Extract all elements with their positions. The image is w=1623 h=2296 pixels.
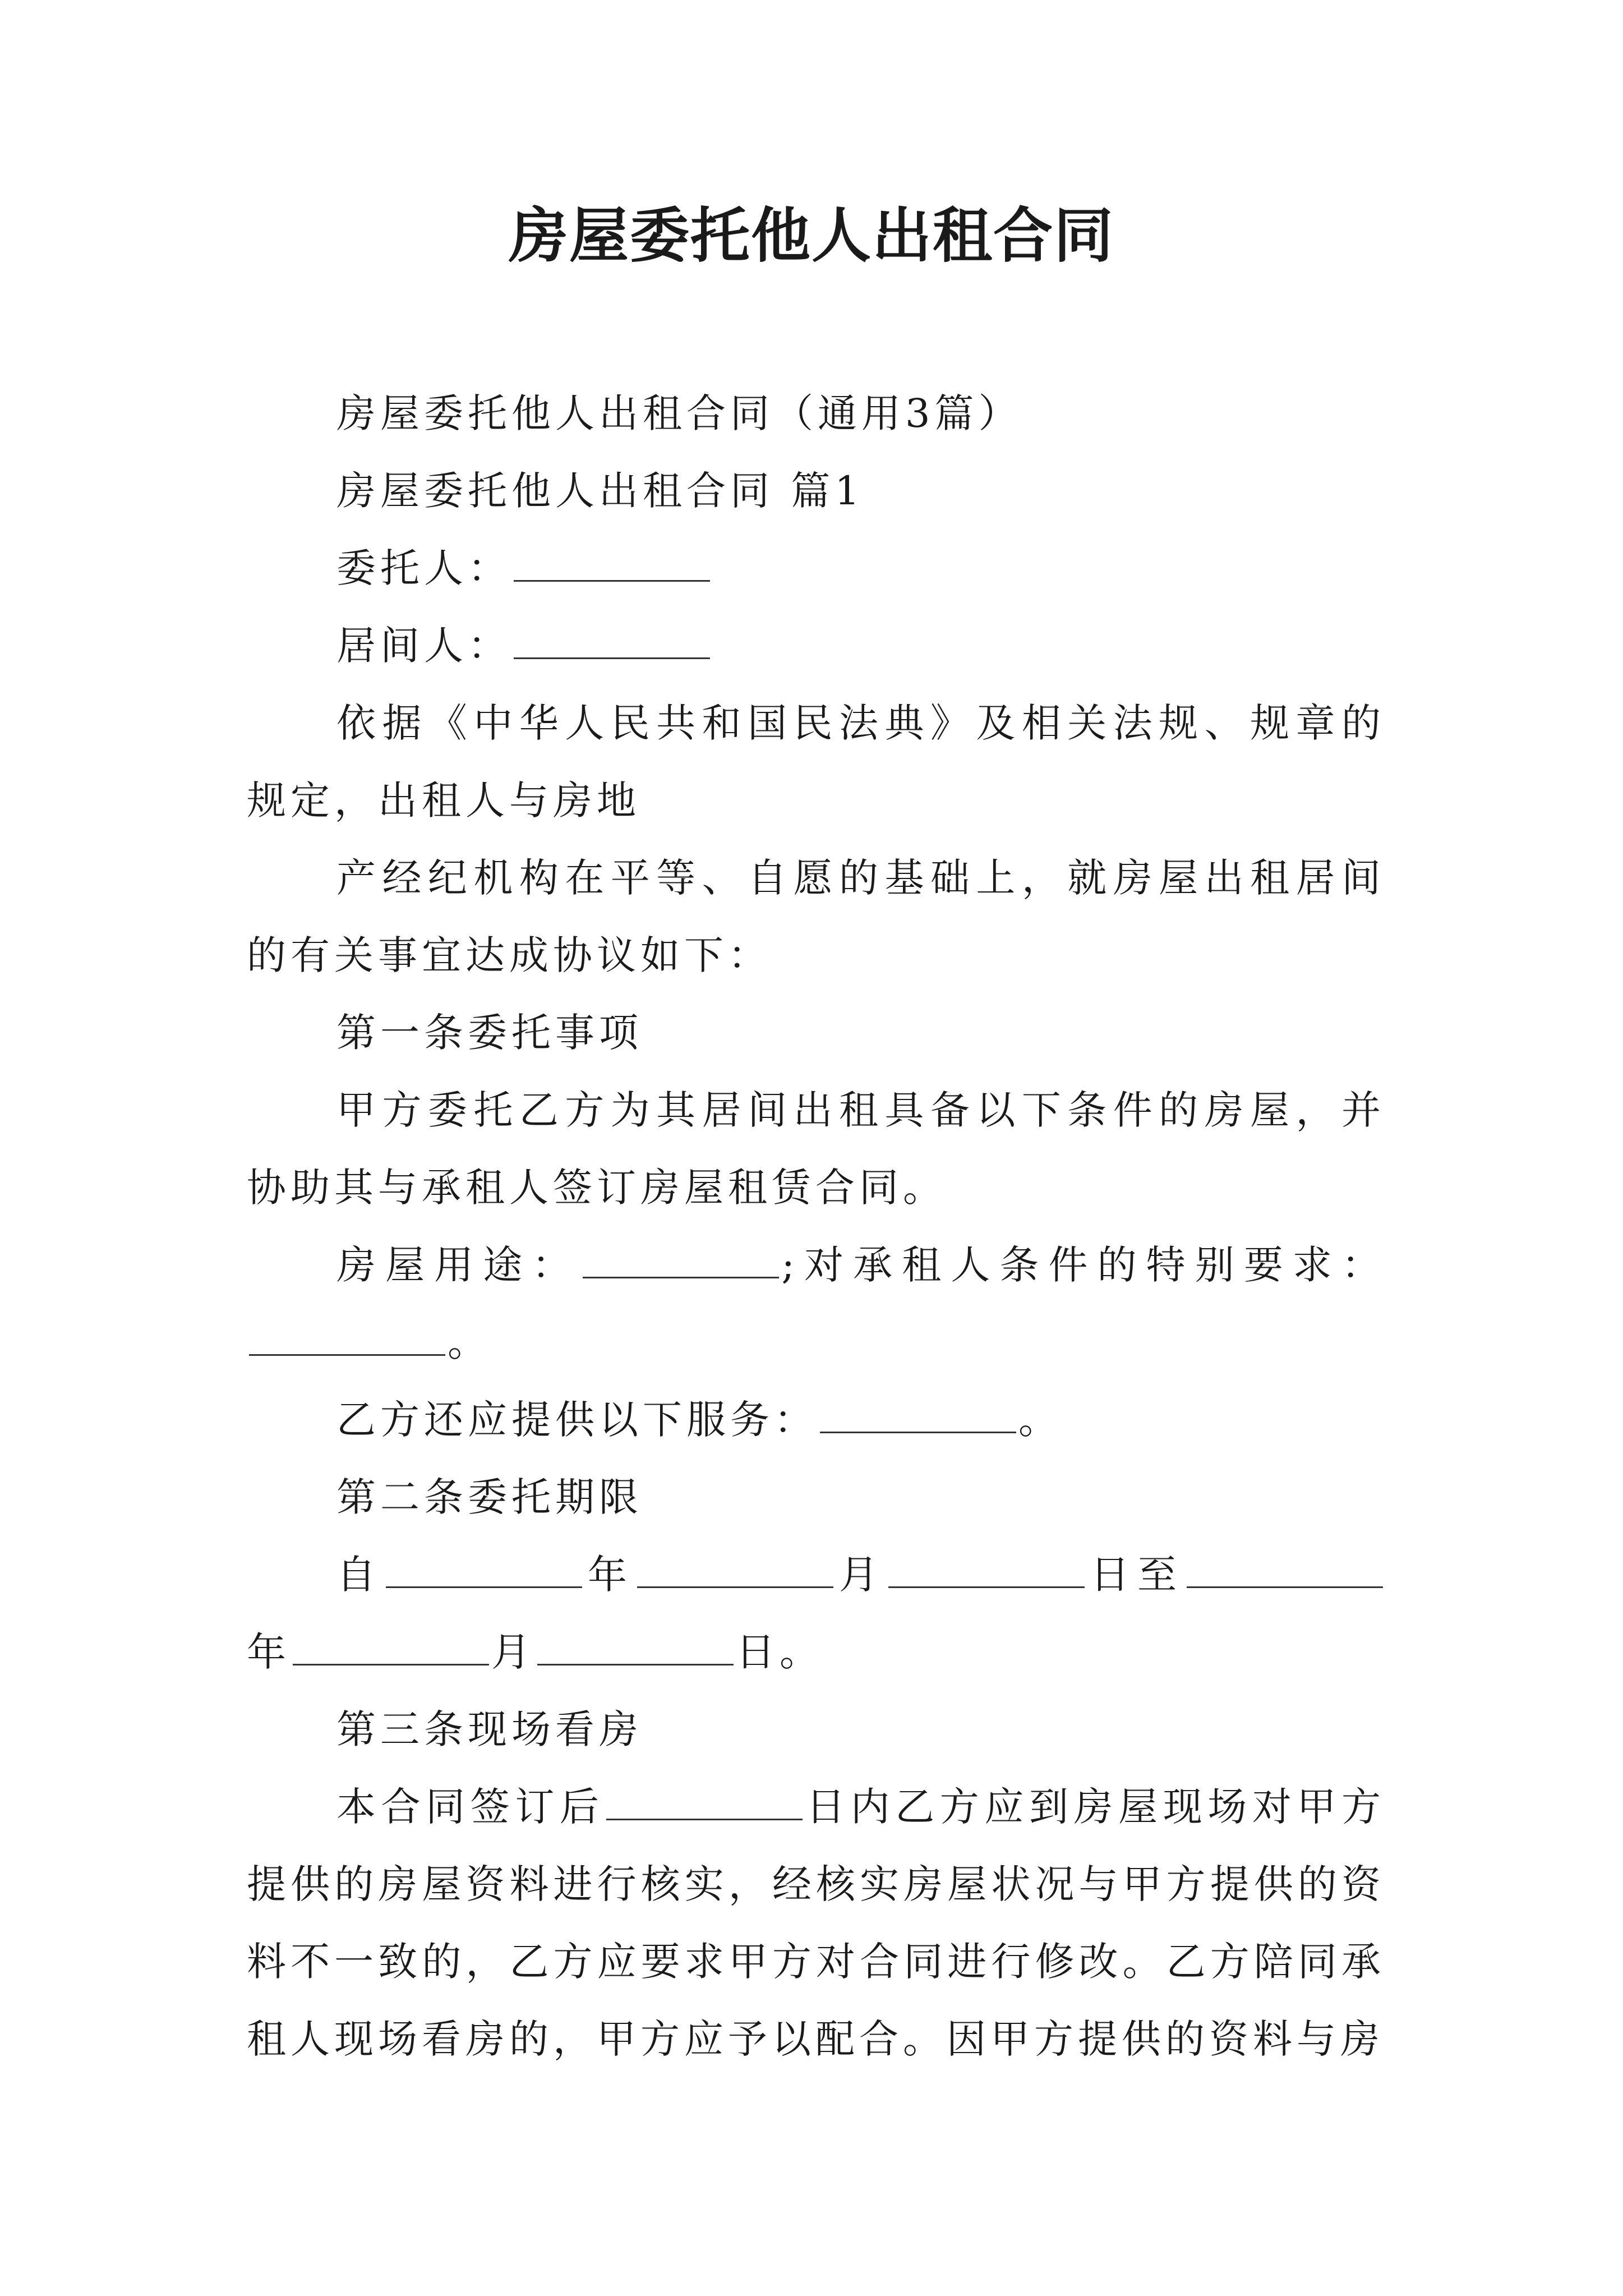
document-title: 房屋委托他人出租合同	[509, 200, 1114, 270]
end-year-blank	[1187, 1547, 1383, 1588]
article2-month2: 月	[491, 1629, 535, 1675]
article2-day-to: 日至	[1087, 1552, 1184, 1598]
tenant-requirements-blank	[249, 1315, 445, 1356]
document-body	[247, 375, 1385, 2078]
end-day-blank	[537, 1625, 734, 1665]
article2-date-line	[247, 1536, 1385, 1691]
days-blank	[606, 1779, 803, 1820]
article1-requirements-label: ;对承租人条件的特别要求：	[781, 1242, 1385, 1288]
article2-year2: 年	[247, 1629, 291, 1675]
start-month-blank	[637, 1547, 833, 1588]
start-year-blank	[386, 1547, 582, 1588]
article1-use-line	[247, 1226, 1385, 1381]
article1-heading: 第一条委托事项	[336, 1010, 643, 1056]
house-use-blank	[583, 1237, 779, 1278]
article2-year: 年	[584, 1552, 635, 1598]
article1-services-line	[247, 1381, 1385, 1458]
document-subtitle: 房屋委托他人出租合同（通用3篇）	[336, 390, 1022, 436]
broker-label: 居间人：	[336, 623, 511, 669]
article2-month: 月	[836, 1552, 886, 1598]
article3-text-line	[247, 1768, 1385, 2078]
article3-text: 日内乙方应到房屋现场对甲方提供的房屋资料进行核实，经核实房屋状况与甲方提供的资料不一致的，乙方应要求甲方对合同进行修改。乙方陪同承租人现场看房的，甲方应予以配合。因甲方提供的资料与房	[247, 1784, 1386, 2062]
principal-blank	[514, 541, 710, 582]
article2-heading: 第二条委托期限	[336, 1474, 643, 1520]
article2-day-end: 日。	[736, 1629, 823, 1675]
start-day-blank	[888, 1547, 1085, 1588]
services-blank	[820, 1392, 1016, 1433]
article1-text: 甲方委托乙方为其居间出租具备以下条件的房屋，并协助其与承租人签订房屋租赁合同。	[247, 1087, 1385, 1211]
broker-blank	[514, 618, 710, 659]
end-month-blank	[293, 1625, 489, 1665]
principal-label: 委托人：	[336, 545, 511, 591]
article3-prefix: 本合同签订后	[336, 1784, 605, 1830]
section-heading: 房屋委托他人出租合同 篇1	[336, 468, 864, 514]
article1-use-label: 房屋用途：	[336, 1242, 581, 1288]
article1-services-end: 。	[1018, 1397, 1062, 1443]
article1-services-label: 乙方还应提供以下服务：	[336, 1397, 818, 1443]
broker-line	[247, 607, 1385, 684]
intro-paragraph-1: 依据《中华人民共和国民法典》及相关法规、规章的规定，出租人与房地	[247, 700, 1385, 823]
article3-heading: 第三条现场看房	[336, 1706, 643, 1752]
article2-from: 自	[336, 1552, 384, 1598]
article1-end: 。	[448, 1319, 491, 1365]
intro-paragraph-2: 产经纪机构在平等、自愿的基础上，就房屋出租居间的有关事宜达成协议如下：	[247, 855, 1385, 978]
principal-line	[247, 530, 1385, 607]
